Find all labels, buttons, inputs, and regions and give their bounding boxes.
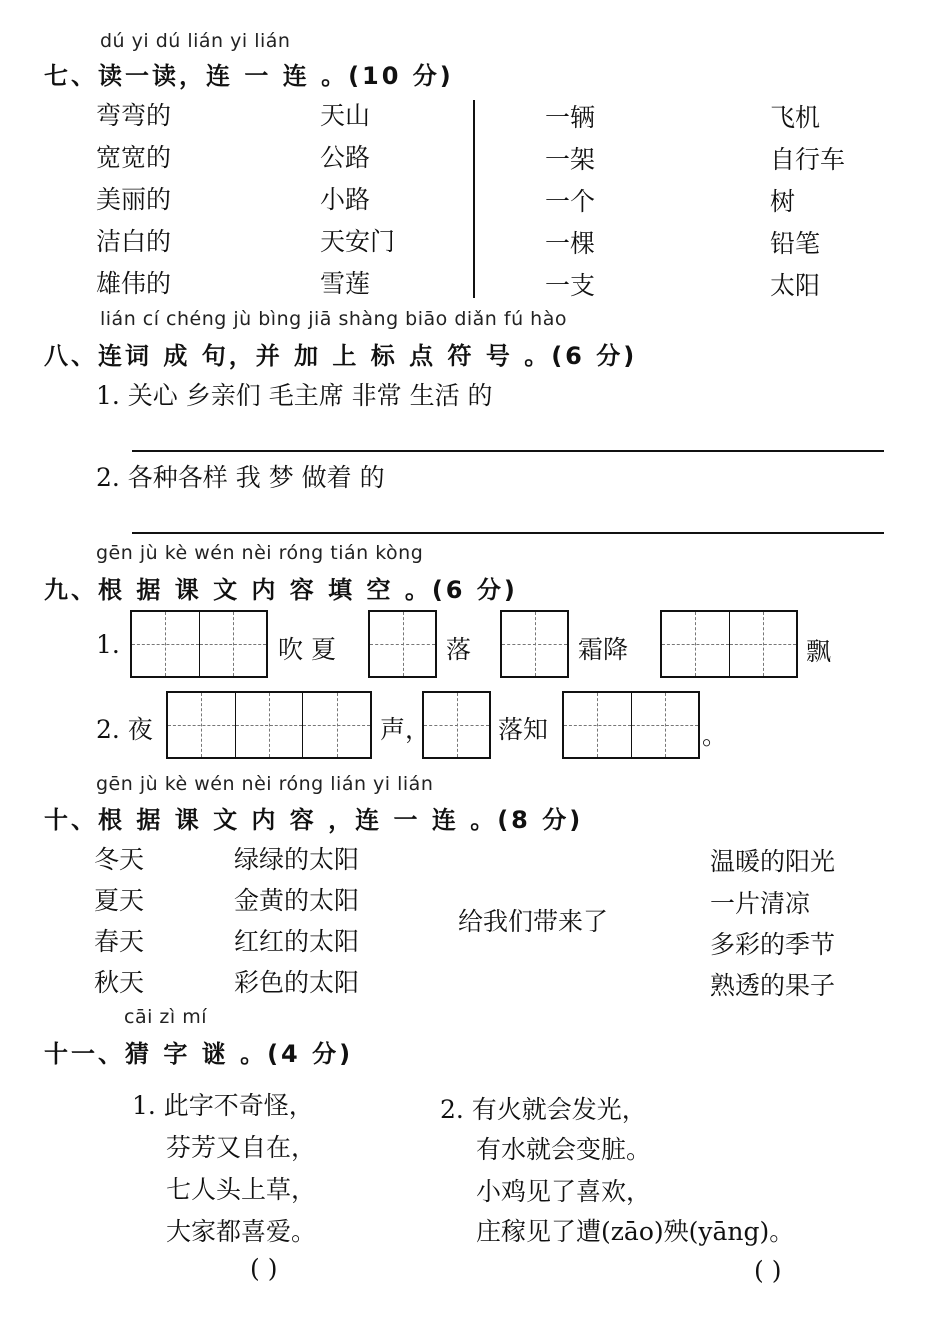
q8-answer-line-1[interactable] <box>132 450 884 452</box>
q7-rnoun-5: 太阳 <box>770 271 821 300</box>
q10-pinyin: gēn jù kè wén nèi róng lián yi lián <box>96 773 434 795</box>
q9-grid-3[interactable] <box>500 610 569 678</box>
q7-noun-4: 天安门 <box>320 227 396 256</box>
q10-middle: 给我们带来了 <box>458 907 609 936</box>
q9-grid-4[interactable] <box>660 610 798 678</box>
q11-answer-2[interactable]: ( ) <box>754 1256 782 1285</box>
q7-measure-5: 一支 <box>545 271 596 300</box>
q9-row2-text-3: 。 <box>702 721 728 750</box>
q9-grid-2[interactable] <box>368 610 437 678</box>
q7-adj-1: 弯弯的 <box>96 101 172 130</box>
q9-row2-text-2: 落知 <box>498 715 549 744</box>
q8-heading: 八、连词 成 句，并 加 上 标 点 符 号 。(6 分) <box>44 342 638 370</box>
q10-season-2: 夏天 <box>94 886 145 915</box>
q10-sun-3: 红红的太阳 <box>234 927 360 956</box>
q9-row1-num: 1. <box>96 630 120 659</box>
q7-measure-4: 一棵 <box>545 229 596 258</box>
q11-answer-1[interactable]: ( ) <box>250 1254 278 1283</box>
q11-riddle1-line3: 七人头上草， <box>166 1175 317 1204</box>
q7-rnoun-1: 飞机 <box>770 103 821 132</box>
q9-heading: 九、根 据 课 文 内 容 填 空 。(6 分) <box>44 576 518 604</box>
q7-noun-1: 天山 <box>320 101 371 130</box>
q11-pinyin: cāi zì mí <box>124 1006 207 1028</box>
q11-riddle2-line1: 2. 有火就会发光， <box>440 1095 647 1124</box>
q10-result-4: 熟透的果子 <box>710 971 836 1000</box>
q11-riddle1-line1: 1. 此字不奇怪， <box>132 1091 314 1120</box>
q8-pinyin: lián cí chéng jù bìng jiā shàng biāo diǎn fú hào <box>100 308 567 330</box>
q11-riddle1-line2: 芬芳又自在， <box>166 1133 317 1162</box>
q10-sun-2: 金黄的太阳 <box>234 886 360 915</box>
q9-grid-7[interactable] <box>562 691 700 759</box>
q9-grid-6[interactable] <box>422 691 491 759</box>
q10-sun-4: 彩色的太阳 <box>234 968 360 997</box>
q9-pinyin: gēn jù kè wén nèi róng tián kòng <box>96 542 424 564</box>
q7-measure-2: 一架 <box>545 145 596 174</box>
q11-riddle2-line2: 有水就会变脏。 <box>476 1135 652 1164</box>
q11-riddle2-line4: 庄稼见了遭(zāo)殃(yāng)。 <box>476 1217 795 1246</box>
q10-result-1: 温暖的阳光 <box>710 847 836 876</box>
q9-row1-text-3: 霜降 <box>578 635 629 664</box>
q8-answer-line-2[interactable] <box>132 532 884 534</box>
q9-row1-text-1: 吹 夏 <box>278 635 336 664</box>
q7-divider <box>473 100 475 298</box>
q7-noun-3: 小路 <box>320 185 371 214</box>
q10-season-3: 春天 <box>94 927 145 956</box>
q7-adj-3: 美丽的 <box>96 185 172 214</box>
q10-heading: 十、根 据 课 文 内 容 ，连 一 连 。(8 分) <box>44 806 584 834</box>
q7-measure-3: 一个 <box>545 187 596 216</box>
q9-row1-text-2: 落 <box>446 635 472 664</box>
q10-sun-1: 绿绿的太阳 <box>234 845 360 874</box>
q9-row2-num: 2. 夜 <box>96 715 153 744</box>
q10-season-1: 冬天 <box>94 845 145 874</box>
q7-pinyin: dú yi dú lián yi lián <box>100 30 291 52</box>
q10-result-2: 一片清凉 <box>710 889 811 918</box>
q8-item-1: 1. 关心 乡亲们 毛主席 非常 生活 的 <box>96 381 493 410</box>
q11-riddle2-line3: 小鸡见了喜欢， <box>476 1177 652 1206</box>
q7-heading: 七、读一读，连 一 连 。(10 分) <box>44 62 454 90</box>
q9-row1-text-4: 飘 <box>806 637 832 666</box>
q10-season-4: 秋天 <box>94 968 145 997</box>
q7-adj-4: 洁白的 <box>96 227 172 256</box>
q8-item-2: 2. 各种各样 我 梦 做着 的 <box>96 463 385 492</box>
q7-rnoun-4: 铅笔 <box>770 229 821 258</box>
q7-measure-1: 一辆 <box>545 103 596 132</box>
q9-grid-5[interactable] <box>166 691 372 759</box>
q10-result-3: 多彩的季节 <box>710 930 836 959</box>
q7-noun-2: 公路 <box>320 143 371 172</box>
q7-rnoun-3: 树 <box>770 187 796 216</box>
q11-heading: 十一、猜 字 谜 。(4 分) <box>44 1040 354 1068</box>
q7-rnoun-2: 自行车 <box>770 145 846 174</box>
q7-adj-2: 宽宽的 <box>96 143 172 172</box>
q7-noun-5: 雪莲 <box>320 269 371 298</box>
q7-adj-5: 雄伟的 <box>96 269 172 298</box>
q9-row2-text-1: 声， <box>380 715 431 744</box>
q9-grid-1[interactable] <box>130 610 268 678</box>
q11-riddle1-line4: 大家都喜爱。 <box>166 1217 317 1246</box>
